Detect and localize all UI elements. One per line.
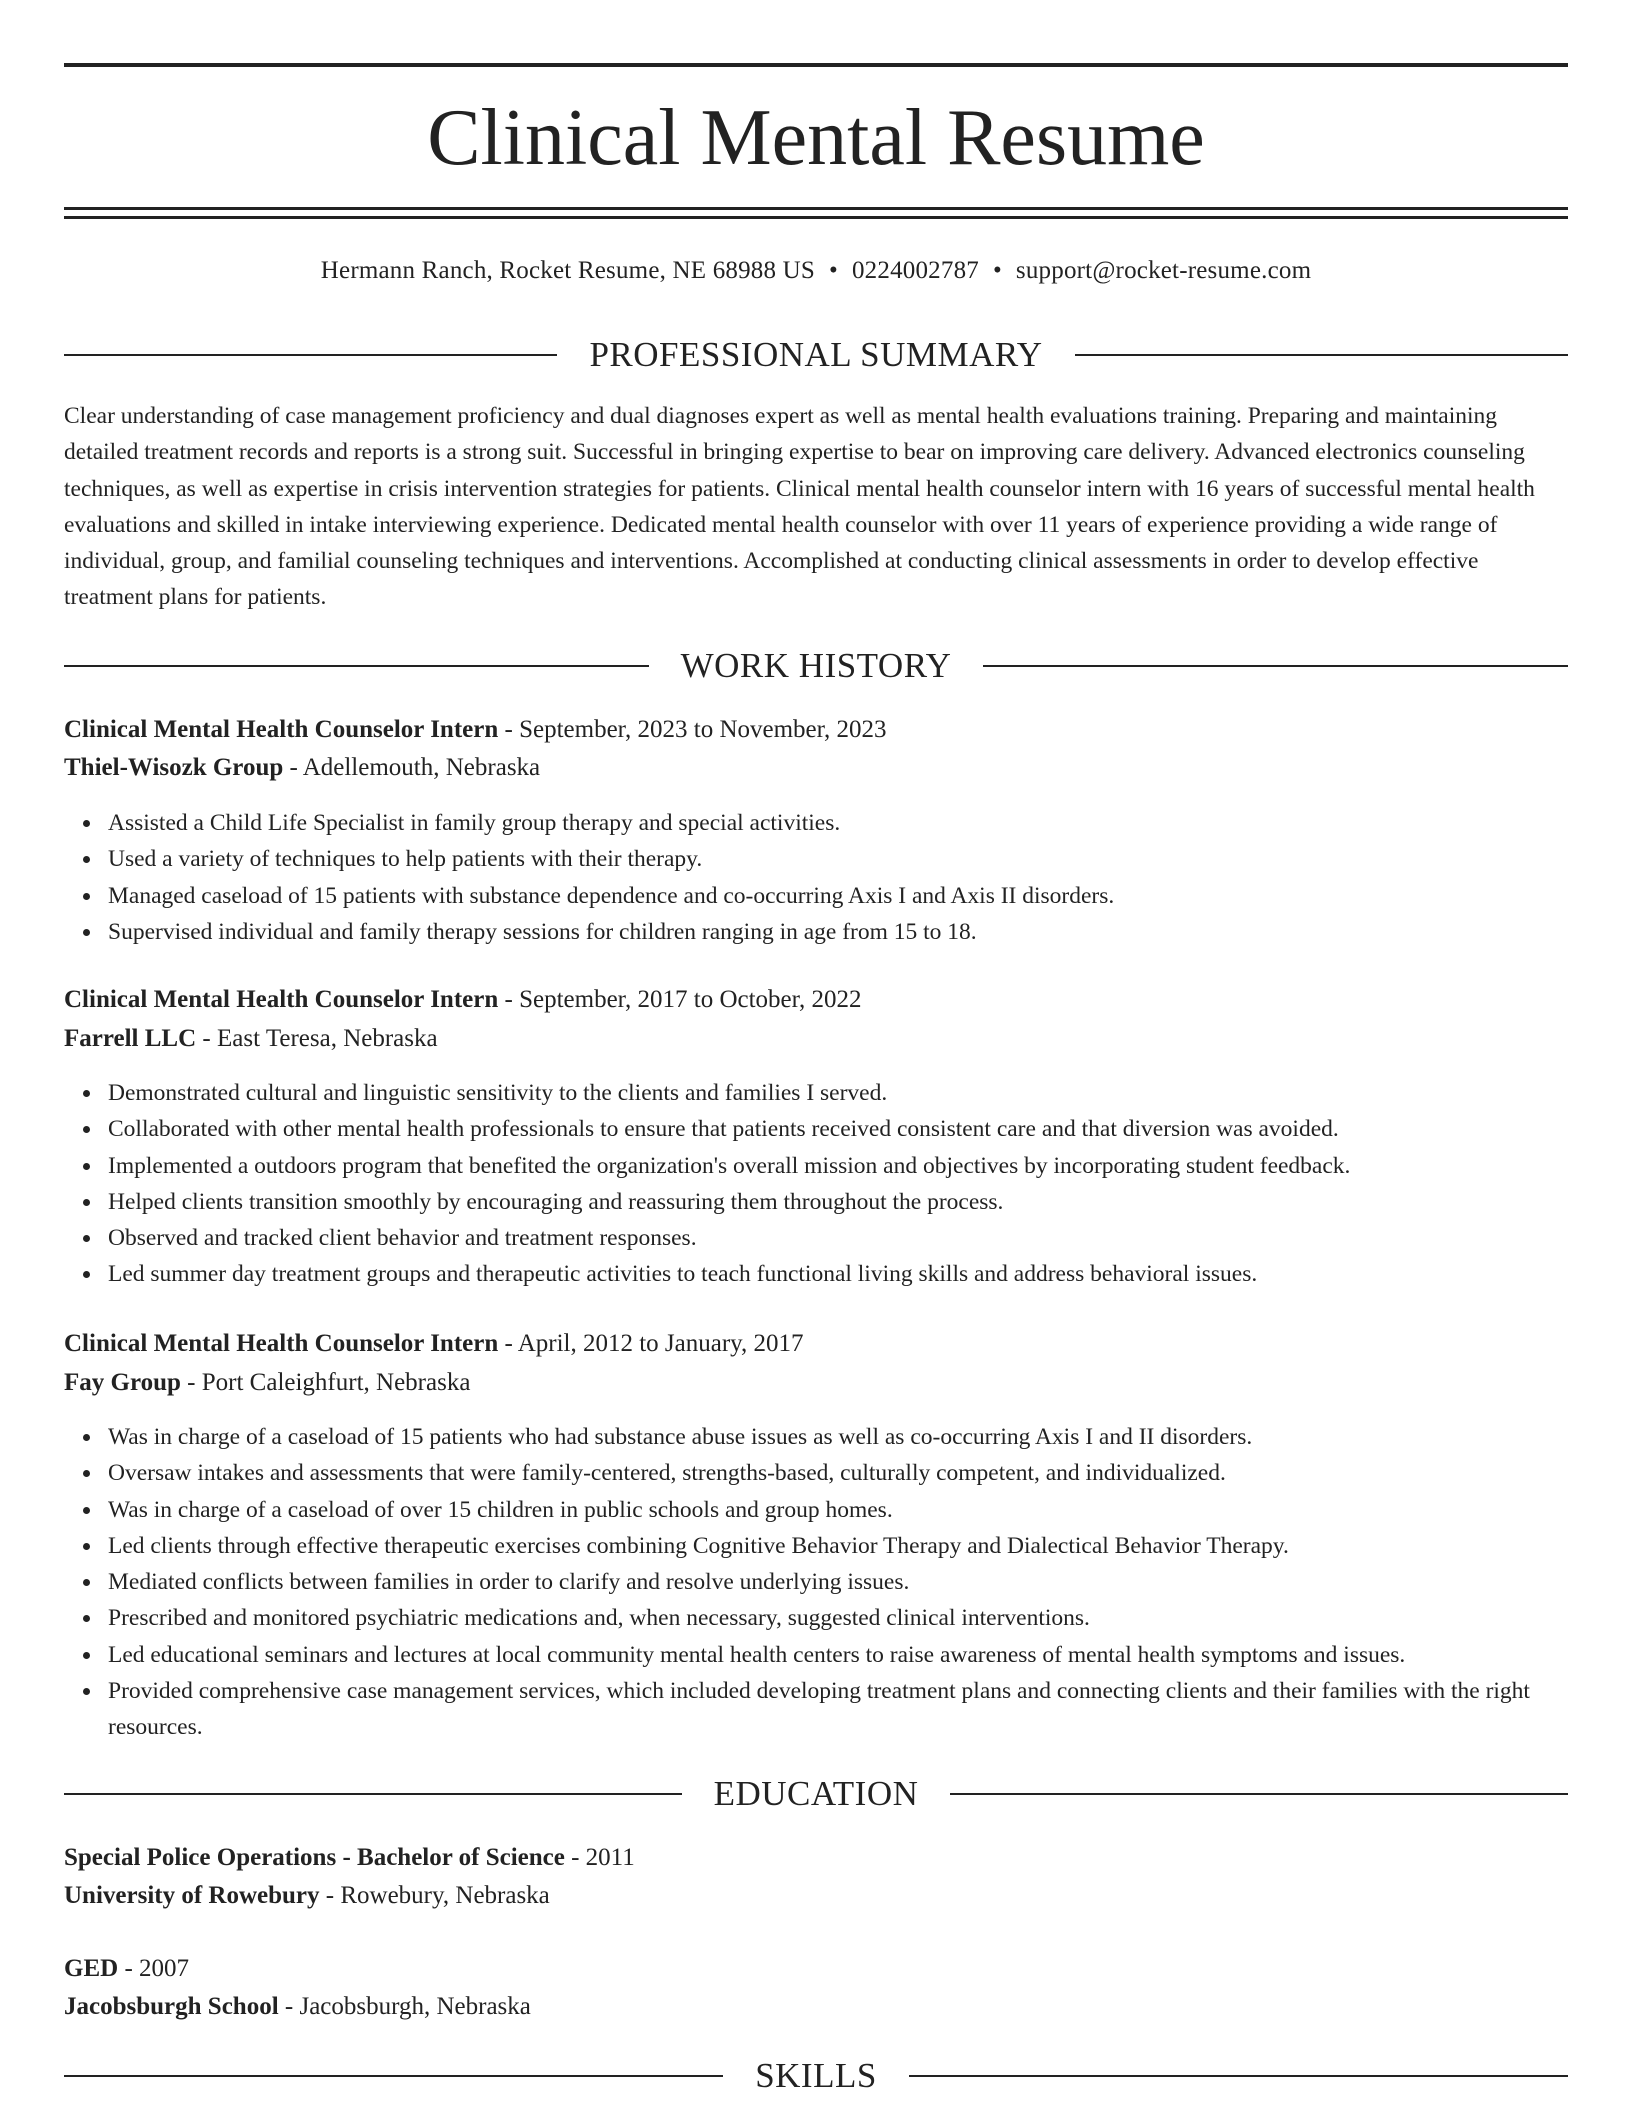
heading-rule-right <box>1075 354 1568 356</box>
list-item: Led summer day treatment groups and therapeutic activities to teach functional living skills and address behavioral issues. <box>108 1256 1568 1292</box>
skills-heading-label: SKILLS <box>755 2056 877 2095</box>
summary-heading-label: PROFESSIONAL SUMMARY <box>589 335 1043 374</box>
education-degree-line <box>64 1842 1568 1874</box>
list-item: Helped clients transition smoothly by encouraging and reassuring them throughout the process. <box>108 1184 1568 1220</box>
list-item: Was in charge of a caseload of over 15 children in public schools and group homes. <box>108 1492 1568 1528</box>
education-year: - 2011 <box>564 1844 635 1871</box>
job-company: Farrell LLC <box>64 1025 197 1052</box>
summary-text: Clear understanding of case management proficiency and dual diagnoses expert as well as mental health evaluations training. Preparing and maintaining detailed treatment records and reports is a strong suit. Successful in bringing expertise to bear on improving care delivery. Advanced electronics counseling techniques, as well as expertise in crisis intervention strategies for patients. Clinical mental health counselor intern with 16 years of successful mental health evaluations and skilled in intake interviewing experience. Dedicated mental health counselor with over 11 years of experience providing a wide range of individual, group, and familial counseling techniques and interventions. Accomplished at conducting clinical assessments in order to develop effective treatment plans for patients. <box>64 403 1535 611</box>
job-title-line <box>64 714 1568 746</box>
education-school-line <box>64 1991 1568 2023</box>
job-title-line <box>64 1328 1568 1360</box>
education-school-line <box>64 1880 1568 1912</box>
resume-title: Clinical Mental Resume <box>427 94 1205 182</box>
list-item: Led educational seminars and lectures at local community mental health centers to raise awareness of mental health symptoms and issues. <box>108 1637 1568 1673</box>
contact-line <box>64 255 1568 287</box>
job-company-line <box>64 1367 1568 1399</box>
job-company-line <box>64 752 1568 784</box>
job-location: - Adellemouth, Nebraska <box>283 754 541 781</box>
job-title: Clinical Mental Health Counselor Intern <box>64 1330 499 1357</box>
work-heading-label: WORK HISTORY <box>680 646 952 685</box>
list-item: Implemented a outdoors program that benefited the organization's overall mission and objectives by incorporating student feedback. <box>108 1148 1568 1184</box>
list-item: Provided comprehensive case management services, which included developing treatment plans and connecting clients and their families with the right resources. <box>108 1673 1568 1746</box>
job-bullets <box>64 805 1568 950</box>
job-title-line <box>64 984 1568 1016</box>
education-location: - Rowebury, Nebraska <box>319 1882 550 1909</box>
contact-separator: • <box>829 257 838 284</box>
job-company-line <box>64 1023 1568 1055</box>
contact-phone: 0224002787 <box>851 257 979 284</box>
list-item: Supervised individual and family therapy sessions for children ranging in age from 15 to 18. <box>108 914 1568 950</box>
heading-rule-left <box>64 665 649 667</box>
job-company: Fay Group <box>64 1369 181 1396</box>
title-rule-lower <box>64 216 1568 219</box>
education-heading-label: EDUCATION <box>713 1774 919 1813</box>
list-item: Was in charge of a caseload of 15 patients who had substance abuse issues as well as co-occurring Axis I and II disorders. <box>108 1419 1568 1455</box>
job-bullets <box>64 1419 1568 1746</box>
job-location: - East Teresa, Nebraska <box>196 1025 438 1052</box>
education-degree-line <box>64 1953 1568 1985</box>
list-item: Prescribed and monitored psychiatric medications and, when necessary, suggested clinical interventions. <box>108 1600 1568 1636</box>
job-dates: - September, 2023 to November, 2023 <box>498 716 887 743</box>
education-degree: Special Police Operations - Bachelor of Science <box>64 1844 565 1871</box>
education-year: - 2007 <box>118 1955 190 1982</box>
contact-email: support@rocket-resume.com <box>1015 257 1312 284</box>
contact-address: Hermann Ranch, Rocket Resume, NE 68988 US <box>320 257 816 284</box>
list-item: Led clients through effective therapeutic exercises combining Cognitive Behavior Therapy and Dialectical Behavior Therapy. <box>108 1528 1568 1564</box>
education-school: Jacobsburgh School <box>64 1993 279 2020</box>
heading-rule-left <box>64 354 557 356</box>
list-item: Assisted a Child Life Specialist in family group therapy and special activities. <box>108 805 1568 841</box>
job-title: Clinical Mental Health Counselor Intern <box>64 986 499 1013</box>
job-title: Clinical Mental Health Counselor Intern <box>64 716 499 743</box>
contact-separator: • <box>992 257 1002 284</box>
job-dates: - September, 2017 to October, 2022 <box>498 986 862 1013</box>
job-dates: - April, 2012 to January, 2017 <box>498 1330 804 1357</box>
job-bullets <box>64 1075 1568 1293</box>
education-degree: GED <box>64 1955 119 1982</box>
list-item: Mediated conflicts between families in order to clarify and resolve underlying issues. <box>108 1564 1568 1600</box>
title-rule-upper <box>64 207 1568 210</box>
heading-rule-right <box>950 1793 1568 1795</box>
job-company: Thiel-Wisozk Group <box>64 754 284 781</box>
summary-heading <box>64 335 1568 375</box>
heading-rule-right <box>909 2075 1568 2077</box>
heading-rule-left <box>64 2075 723 2077</box>
heading-rule-left <box>64 1793 682 1795</box>
list-item: Managed caseload of 15 patients with substance dependence and co-occurring Axis I and Axis II disorders. <box>108 878 1568 914</box>
job-location: - Port Caleighfurt, Nebraska <box>180 1369 471 1396</box>
heading-rule-right <box>983 665 1568 667</box>
list-item: Used a variety of techniques to help patients with their therapy. <box>108 841 1568 877</box>
list-item: Oversaw intakes and assessments that were family-centered, strengths-based, culturally competent, and individualized. <box>108 1455 1568 1491</box>
skills-heading <box>64 2056 1568 2096</box>
top-rule <box>64 63 1568 67</box>
list-item: Demonstrated cultural and linguistic sensitivity to the clients and families I served. <box>108 1075 1568 1111</box>
work-heading <box>64 646 1568 686</box>
list-item: Observed and tracked client behavior and treatment responses. <box>108 1220 1568 1256</box>
education-heading <box>64 1774 1568 1814</box>
education-location: - Jacobsburgh, Nebraska <box>278 1993 531 2020</box>
list-item: Collaborated with other mental health professionals to ensure that patients received consistent care and that diversion was avoided. <box>108 1111 1568 1147</box>
education-school: University of Rowebury <box>64 1882 320 1909</box>
